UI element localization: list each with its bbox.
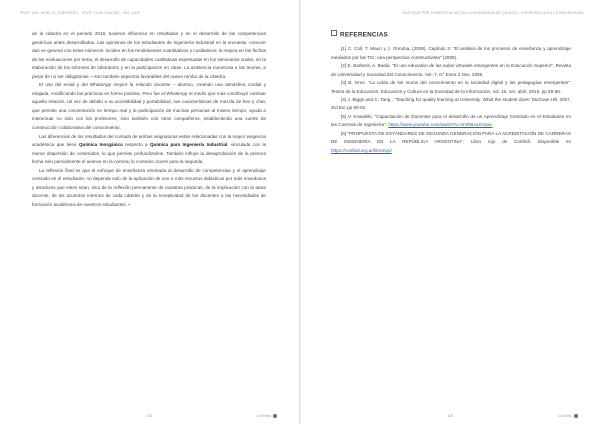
reference-2: [2] E. Barberà, A. Badia. "El uso educativo de las aulas virtuales emergentes en la Educación Superior". Revista de Universidad y Sociedad del Conocimiento. Vol.-7, N° Extra 2 Nov. 2005. (331, 63, 571, 77)
page-number-right: 103 (447, 414, 454, 418)
paragraph-3 (32, 133, 266, 167)
brand-dot-icon (273, 414, 277, 418)
brand-dot-icon (574, 414, 578, 418)
square-bullet-icon (331, 30, 337, 36)
running-head-right: ENFOQUE POR COMPETENCIAS EN LA ENSEÑANZA DE QUÍMICA - EXPERIENCIA EN LA UNIVERSIDAD (402, 11, 584, 15)
references-section (331, 30, 571, 155)
left-page (0, 0, 299, 424)
reference-5 (331, 113, 571, 130)
confedi-link[interactable]: https://confedi.org.ar/librorojo/ (331, 147, 392, 153)
reference-6 (331, 130, 571, 155)
references-heading (331, 30, 571, 39)
paragraph-4: La reflexión final es que el enfoque de enseñanza orientada al desarrollo de competencias y el aprendizaje centrado en el estudiante, no depende solo de la aplicación de uno o más recursos didácticos por más novedosos y atractivos que estos sean, sino de la reflexión permanente de nuestras prácticas, de la implicación con la tarea docente, de los acuerdos internos de cada cátedra y de la receptividad de los docentes a las necesidades de formación académica de nuestros estudiantes. • (32, 167, 266, 207)
reference-6-text: [6] "PROPUESTA DE ESTÁNDARES DE SEGUNDA GENERACIÓN PARA LA ACREDITACIÓN DE CARRERAS DE INGENIERÍA EN LA REPÚBLICA ARGENTINA". Libro rojo de Confedi. Disponible en (331, 130, 571, 145)
reference-3: [3] B. Gros. "La caída de los muros del conocimiento en la sociedad digital y las pedagogías emergentes". Textos de la Educación: Educación y Cultura en la Sociedad de la Información, vol. 16, 1er. abril, 2015, pp 58-68. (331, 80, 571, 94)
left-body-text (32, 30, 266, 209)
brand-right-text: ConTexto (557, 414, 572, 418)
paragraph-1: de la cátedra en el periodo 2018, tuvieron influencia en resultados y en el desarrollo de las competencias genéricas antes desarrolladas. Las opiniones de los estudiantes de Ingeniería Industrial en la encuesta -conocer dan en general con estos números- inciden en los rendimientos cuantitativos y cualitativos; la mejora en las fechas de las evaluaciones por tema, el desarrollo de capacidades cualitativas expresadas en los seminarios orales, en la elaboración de los informes de laboratorio y en la participación en clase. La asistencia numerosa a las teorías, a pesar de no ser obligatorias —son también aspectos favorables del nuevo rumbo de la cátedra. (32, 31, 266, 79)
paragraph-3-rest: , vinculada con la menor dispersión de contenidos, lo que permite profundizarlos. También influye la desaprobación de la primera fecha solo parcialmente el avance en la carrera; lo contrario ocurre para la segunda. (32, 142, 267, 165)
paragraph-3-mid: respecto a (125, 142, 148, 148)
brand-left (257, 414, 277, 418)
paragraph-2: El uso del email y del WhatsApp mejoró la relación docente – alumno, creando una atmósfera cordial y relajada, modificando las prácticas en forma positiva. Pero fue el WhatsApp el medio que más contribuyó cambiar aquella relación, tal vez de debido a su accesibilidad y portabilidad, sus características de mezcla de foro y chat, que permite una conversación en tiempo real y la participación de muchas personas al mismo tiempo, ayuda a interactuar no solo con los profesores, sino también con otros compañeros, estableciendo una suerte de construcción colaborativa del conocimiento. (32, 82, 266, 131)
reference-4: [4] J. Biggs and C. Tang , "Teaching for quality learning at University. What the student does" McGraw Hill, 2007, 3rd Ed, pp 50-62. (331, 97, 571, 111)
brand-right (558, 414, 578, 418)
right-page (301, 0, 600, 424)
running-head-left: PROF. ING. ARIEL E. GUERRERO - PROF. LUIS CHACON - ING. LUIS (20, 11, 141, 15)
bold-quimica-ingenieria: Química para Ingeniería Industrial (149, 142, 228, 148)
reference-1: [1] C. Coll, T. Mauri y J. Onrubia, (2008). Capítulo 3: "El análisis de los procesos de enseñanza y aprendizaje mediados por las TIC: una perspectiva constructivista" (2008). (331, 46, 571, 60)
references-heading-text: REFERENCIAS (340, 31, 389, 39)
page-number-left: 102 (146, 414, 153, 418)
brand-left-text: ConTexto (256, 414, 271, 418)
bold-quimica-inorganica: Química Inorgánica (78, 142, 123, 148)
paragraph-3-text: Las diferencias de los resultados del cursado de ambas asignaturas están relacionadas con la mayor exigencia académica que tiene (32, 133, 266, 148)
youtube-link[interactable]: https://www.youtube.com/watch?v=VmRBxuXVpwc (388, 122, 493, 128)
reference-5-text: [5] V. Kowalski. "Capacitación de Docentes para el desarrollo de un Aprendizaje Centrado en el Estudiante en las Carreras de Ingeniería". (331, 113, 571, 128)
